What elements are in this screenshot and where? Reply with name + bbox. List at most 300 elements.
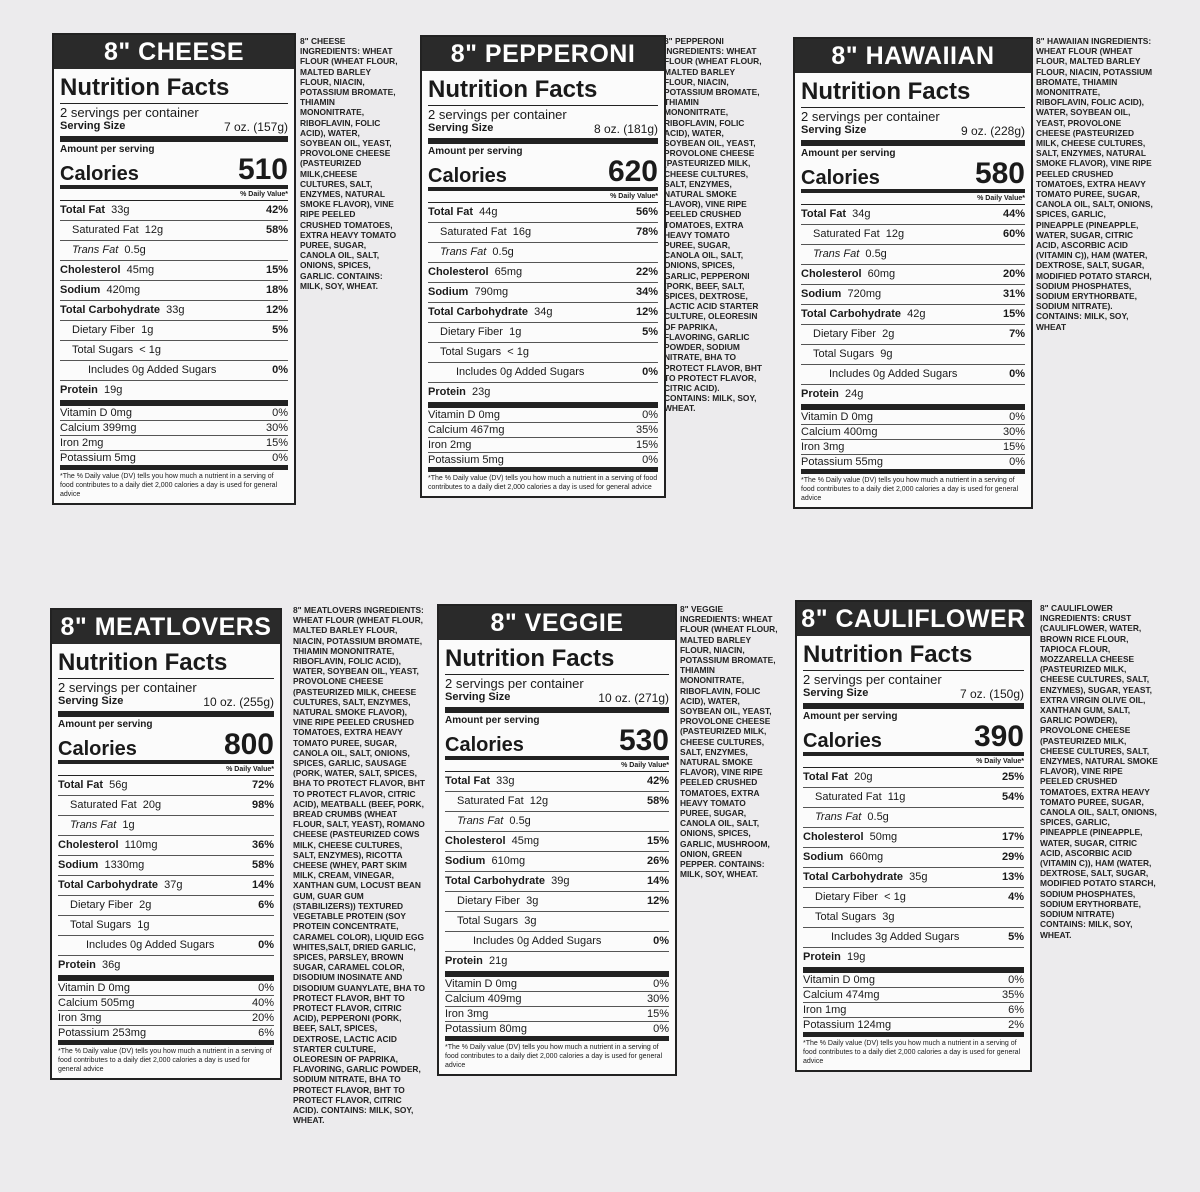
total-fat-row-label (801, 205, 871, 224)
iron-row-amount: 3mg (823, 441, 845, 453)
sugars-row-name: Total Sugars (440, 346, 502, 358)
cholesterol-row-label (60, 261, 154, 280)
added-sugars-row-name: Includes 0g Added Sugars (829, 368, 958, 380)
vitamin-d-row-label (803, 973, 875, 987)
cholesterol-row-dv: 36% (251, 839, 274, 851)
serving-size-label: Serving Size (58, 695, 124, 707)
iron-row-name: Iron (803, 1004, 822, 1016)
potassium-row-name: Potassium (428, 454, 480, 466)
trans-fat-row (803, 808, 1024, 828)
carbohydrate-row-name: Total Carbohydrate (803, 871, 904, 883)
cholesterol-row-dv: 15% (646, 835, 669, 847)
saturated-fat-row-amount: 12g (529, 795, 549, 807)
added-sugars-row-dv: 0% (258, 939, 274, 951)
protein-row-name: Protein (445, 955, 483, 967)
iron-row-name: Iron (428, 439, 447, 451)
sodium-row-amount: 420mg (106, 284, 141, 296)
sodium-row (58, 856, 274, 876)
serving-size-label: Serving Size (445, 691, 511, 703)
cholesterol-row (58, 836, 274, 856)
cholesterol-row (445, 832, 669, 852)
fiber-row-dv: 6% (258, 899, 274, 911)
carbohydrate-row-label (58, 876, 183, 895)
saturated-fat-row-label (70, 796, 161, 815)
vitamin-d-row (58, 981, 274, 996)
vitamin-d-row-amount: 0mg (108, 982, 130, 994)
calcium-row-label (801, 425, 877, 439)
fiber-row-label (70, 896, 151, 915)
carbohydrate-row (803, 868, 1024, 888)
saturated-fat-row-dv: 58% (646, 795, 669, 807)
calcium-row (801, 425, 1025, 440)
calories-value: 530 (618, 724, 669, 757)
sodium-row (60, 281, 288, 301)
sodium-row (445, 852, 669, 872)
added-sugars-row-dv: 0% (642, 366, 658, 378)
serving-size-value: 10 oz. (255g) (203, 695, 274, 709)
total-fat-row-amount: 34g (852, 208, 871, 220)
protein-row-label (801, 385, 863, 404)
fiber-row-dv: 5% (272, 324, 288, 336)
pizza-title: 8" PEPPERONI (422, 37, 664, 71)
saturated-fat-row-label (815, 788, 905, 807)
cholesterol-row-dv: 22% (635, 266, 658, 278)
saturated-fat-row-dv: 98% (251, 799, 274, 811)
trans-fat-row-name: Trans Fat (457, 815, 504, 827)
serving-size-value: 9 oz. (228g) (960, 124, 1025, 138)
calories-value: 620 (607, 155, 658, 188)
potassium-row-name: Potassium (60, 452, 112, 464)
carbohydrate-row-amount: 35g (909, 871, 928, 883)
protein-row (801, 385, 1025, 410)
ingredients-text: 8" MEATLOVERS INGREDIENTS: WHEAT FLOUR (WHEAT FLOUR, MALTED BARLEY FLOUR, NIACIN, POTASSIUM BROMATE, THIAMIN MONONITRATE, RIBOFLAVIN, FOLIC ACID), WATER, SOYBEAN OIL, YEAST, PROVOLONE CHEESE (PASTEURIZED MILK, CHEESE CULTURES, SALT, ENZYMES, NATURAL SMOKE FLAVOR), VINE RIPE PEELED CRUSHED TOMATOES, EXTRA HEAVY TOMATO PUREE, SUGAR, CANOLA OIL, SALT, ONIONS, SPICES, GARLIC, SAUSAGE (PORK, WATER, SALT, SPICES, BHA TO PROTECT FLAVOR, BHT TO PROTECT FLAVOR, CITRIC ACID), MEATBALL (BEEF, PORK, BREAD CRUMBS (WHEAT FLOUR, SALT, YEAST), ROMANO CHEESE (PASTEURIZED COWS MILK, CHEESE CULTURES, SALT, ENZYMES), RICOTTA CHEESE (WHEY, PART SKIM MILK, CREAM, VINEGAR, XANTHAN GUM, LOCUST BEAN GUM, GUAR GUM (STABILIZERS)) TEXTURED VEGETABLE PROTEIN (SOY PROTEIN CONCENTRATE, CARAMEL COLOR), LIQUID EGG WHITES,SALT, DRIED GARLIC, SPICES, PARSLEY, BROWN SUGAR, CARAMEL COLOR, DISODIUM INOSINATE AND DISODIUM GUANYLATE, BHA TO PROTECT FLAVOR, BHT TO PROTECT FLAVOR, CITRIC ACID), PEPPERONI (PORK, BEEF, SALT, SPICES, DEXTROSE, LACTIC ACID STARTER CULTURE, OLEORESIN OF PAPRIKA, FLAVORING, GARLIC POWDER, SODIUM NITRATE, BHA TO PROTECT FLAVOR, BHT TO PROTECT FLAVOR, CITRIC ACID). CONTAINS: MILK, SOY, WHEAT. (293, 605, 425, 1126)
nutrition-facts-title: Nutrition Facts (58, 649, 228, 676)
daily-value-footnote: *The % Daily value (DV) tells you how much a nutrient in a serving of food contributes to a daily diet 2,000 calories a day is used for general advice (58, 1048, 272, 1073)
cholesterol-row-name: Cholesterol (58, 839, 119, 851)
sodium-row (428, 283, 658, 303)
saturated-fat-row-label (440, 223, 531, 242)
ingredients-text: 8" VEGGIE INGREDIENTS: WHEAT FLOUR (WHEAT FLOUR, MALTED BARLEY FLOUR, NIACIN, POTASSIUM BROMATE, THIAMIN MONONITRATE, RIBOFLAVIN, FOLIC ACID), WATER, SOYBEAN OIL, YEAST, PROVOLONE CHEESE (PASTEURIZED MILK, CHEESE CULTURES, SALT, ENZYMES, NATURAL SMOKE FLAVOR), VINE RIPE PEELED CRUSHED TOMATOES, EXTRA HEAVY TOMATO PUREE, SUGAR, CANOLA OIL, SALT, ONIONS, SPICES, GARLIC, MUSHROOM, ONION, GREEN PEPPER. CONTAINS: MILK, SOY, WHEAT. (680, 604, 778, 880)
saturated-fat-row (428, 223, 658, 243)
nutrition-facts-title: Nutrition Facts (60, 74, 230, 101)
potassium-row-label (58, 1026, 146, 1040)
sodium-row-amount: 720mg (847, 288, 882, 300)
fiber-row-label (440, 323, 521, 342)
cholesterol-row-amount: 45mg (511, 835, 540, 847)
fiber-row-amount: 1g (509, 326, 522, 338)
serving-size-row (801, 124, 1025, 146)
sugars-row-name: Total Sugars (813, 348, 875, 360)
carbohydrate-row-amount: 34g (534, 306, 553, 318)
potassium-row-amount: 55mg (855, 456, 883, 468)
trans-fat-row-amount: 0.5g (865, 248, 887, 260)
calcium-row-dv: 40% (251, 997, 274, 1009)
fiber-row-name: Dietary Fiber (815, 891, 878, 903)
fiber-row (60, 321, 288, 341)
fiber-row-name: Dietary Fiber (72, 324, 135, 336)
carbohydrate-row-label (428, 303, 553, 322)
calcium-row-dv: 30% (646, 993, 669, 1005)
iron-row-dv: 15% (635, 439, 658, 451)
protein-row (428, 383, 658, 408)
fiber-row-label (815, 888, 906, 907)
total-fat-row-name: Total Fat (60, 204, 106, 216)
fiber-row-label (813, 325, 894, 344)
trans-fat-row (58, 816, 274, 836)
trans-fat-row-label (457, 812, 531, 831)
vitamin-d-row-name: Vitamin D (445, 978, 493, 990)
potassium-row-label (803, 1018, 891, 1032)
added-sugars-row-dv: 0% (272, 364, 288, 376)
added-sugars-row (58, 936, 274, 956)
total-fat-row-dv: 42% (646, 775, 669, 787)
saturated-fat-row-dv: 54% (1001, 791, 1024, 803)
protein-row-name: Protein (58, 959, 96, 971)
nutrition-panel (420, 35, 666, 498)
carbohydrate-row-amount: 33g (166, 304, 185, 316)
vitamin-d-row-amount: 0mg (853, 974, 875, 986)
vitamin-d-row-dv: 0% (1009, 411, 1025, 423)
added-sugars-row (428, 363, 658, 383)
sugars-row-amount: < 1g (139, 344, 161, 356)
vitamin-d-row (428, 408, 658, 423)
trans-fat-row-name: Trans Fat (72, 244, 119, 256)
serving-size-row (428, 122, 658, 144)
total-fat-row (445, 772, 669, 792)
sodium-row-name: Sodium (803, 851, 844, 863)
trans-fat-row-name: Trans Fat (70, 819, 117, 831)
iron-row (60, 436, 288, 451)
protein-row-amount: 24g (845, 388, 864, 400)
potassium-row-dv: 0% (642, 454, 658, 466)
serving-size-row (60, 120, 288, 142)
trans-fat-row (801, 245, 1025, 265)
iron-row (445, 1007, 669, 1022)
sugars-row-amount: 3g (524, 915, 537, 927)
calcium-row-amount: 399mg (102, 422, 137, 434)
saturated-fat-row (803, 788, 1024, 808)
calcium-row-label (58, 996, 134, 1010)
added-sugars-row-name: Includes 0g Added Sugars (86, 939, 215, 951)
carbohydrate-row-label (803, 868, 928, 887)
total-fat-row-label (60, 201, 130, 220)
amount-per-serving: Amount per serving (60, 144, 155, 155)
daily-value-footnote: *The % Daily value (DV) tells you how much a nutrient in a serving of food contributes to a daily diet 2,000 calories a day is used for general advice (445, 1044, 663, 1069)
fiber-row-amount: 1g (141, 324, 154, 336)
carbohydrate-row-label (801, 305, 926, 324)
ingredients-text: 8" CHEESE INGREDIENTS: WHEAT FLOUR (WHEAT FLOUR, MALTED BARLEY FLOUR, NIACIN, POTASSIUM BROMATE, THIAMIN MONONITRATE, RIBOFLAVIN, FOLIC ACID), WATER, SOYBEAN OIL, YEAST, PROVOLONE CHEESE (PASTEURIZED MILK,CHEESE CULTURES, SALT, ENZYMES, NATURAL SMOKE FLAVOR), VINE RIPE PEELED CRUSHED TOMATOES, EXTRA HEAVY TOMATO PUREE, SUGAR, CANOLA OIL, SALT, ONIONS, SPICES, GARLIC. CONTAINS: MILK, SOY, WHEAT. (300, 36, 398, 291)
protein-row-name: Protein (801, 388, 839, 400)
calories-row (803, 722, 1024, 756)
nutrition-facts (58, 648, 274, 1045)
sugars-row (801, 345, 1025, 365)
servings-per-container: 2 servings per container (803, 670, 1024, 687)
ingredients-text: 8" CAULIFLOWER INGREDIENTS: CRUST (CAULIFLOWER, WATER, BROWN RICE FLOUR, TAPIOCA FLOUR, MOZZARELLA CHEESE (PASTEURIZED MILK, CHEESE CULTURES, SALT, ENZYMES), SUGAR, YEAST, EXTRA VIRGIN OLIVE OIL, XANTHAN GUM, SALT, GARLIC POWDER), PROVOLONE CHEESE (PASTEURIZED MILK, CHEESE CULTURES, SALT, ENZYMES, NATURAL SMOKE FLAVOR), VINE RIPE PEELED CRUSHED TOMATOES, EXTRA HEAVY TOMATO PUREE, SUGAR, CANOLA OIL, SALT, ONIONS, SPICES, GARLIC, PINEAPPLE (PINEAPPLE, WATER, SUGAR, CITRIC ACID, ASCORBIC ACID (VITAMIN C)), HAM (WATER, DEXTROSE, SALT, SUGAR, MODIFIED POTATO STARCH, SODIUM PHOSPHATES, SODIUM ERYTHORBATE, SODIUM NITRATE) CONTAINS: MILK, SOY, WHEAT. (1040, 603, 1158, 940)
daily-value-header: % Daily Value* (801, 193, 1025, 205)
protein-row-amount: 19g (847, 951, 866, 963)
vitamin-d-row-amount: 0mg (110, 407, 132, 419)
nutrition-facts (801, 77, 1025, 474)
carbohydrate-row-dv: 14% (646, 875, 669, 887)
saturated-fat-row-amount: 20g (142, 799, 162, 811)
cholesterol-row (60, 261, 288, 281)
total-fat-row-label (428, 203, 498, 222)
sugars-row-name: Total Sugars (815, 911, 877, 923)
serving-size-label: Serving Size (803, 687, 869, 699)
iron-row-label (801, 440, 844, 454)
sugars-row (60, 341, 288, 361)
protein-row-label (428, 383, 490, 402)
sodium-row-label (58, 856, 144, 875)
carbohydrate-row-dv: 13% (1001, 871, 1024, 883)
iron-row-name: Iron (445, 1008, 464, 1020)
daily-value-footnote: *The % Daily value (DV) tells you how much a nutrient in a serving of food contributes to a daily diet 2,000 calories a day is used for general advice (803, 1040, 1021, 1065)
carbohydrate-row-name: Total Carbohydrate (58, 879, 159, 891)
vitamin-d-row-name: Vitamin D (58, 982, 106, 994)
carbohydrate-row (445, 872, 669, 892)
total-fat-row (60, 201, 288, 221)
calcium-row (58, 996, 274, 1011)
total-fat-row-name: Total Fat (428, 206, 474, 218)
total-fat-row-amount: 56g (109, 779, 128, 791)
calories-label: Calories (428, 165, 507, 187)
trans-fat-row (428, 243, 658, 263)
fiber-row-amount: 2g (882, 328, 895, 340)
pizza-title: 8" VEGGIE (439, 606, 675, 640)
sodium-row-dv: 34% (635, 286, 658, 298)
sodium-row-dv: 26% (646, 855, 669, 867)
saturated-fat-row (445, 792, 669, 812)
amount-per-serving: Amount per serving (428, 146, 523, 157)
total-fat-row-dv: 25% (1001, 771, 1024, 783)
iron-row-name: Iron (801, 441, 820, 453)
vitamin-d-row-name: Vitamin D (803, 974, 851, 986)
total-fat-row-dv: 56% (635, 206, 658, 218)
potassium-row-label (60, 451, 136, 465)
iron-row-name: Iron (58, 1012, 77, 1024)
vitamin-d-row-label (58, 981, 130, 995)
serving-size-value: 7 oz. (157g) (223, 120, 288, 134)
iron-row-amount: 2mg (450, 439, 472, 451)
calcium-row-name: Calcium (60, 422, 100, 434)
saturated-fat-row-name: Saturated Fat (815, 791, 882, 803)
trans-fat-row-label (440, 243, 514, 262)
potassium-row-label (445, 1022, 527, 1036)
cholesterol-row-name: Cholesterol (445, 835, 506, 847)
calories-row (60, 155, 288, 189)
calcium-row-name: Calcium (803, 989, 843, 1001)
vitamin-d-row (803, 973, 1024, 988)
potassium-row (60, 451, 288, 469)
trans-fat-row-label (813, 245, 887, 264)
cholesterol-row-amount: 60mg (867, 268, 896, 280)
potassium-row-amount: 5mg (114, 452, 136, 464)
cholesterol-row (428, 263, 658, 283)
added-sugars-row-label (831, 928, 959, 947)
iron-row-amount: 1mg (825, 1004, 847, 1016)
sodium-row-label (428, 283, 508, 302)
total-fat-row-amount: 20g (854, 771, 873, 783)
sugars-row-label (440, 343, 529, 362)
calcium-row-label (60, 421, 136, 435)
potassium-row-amount: 253mg (112, 1027, 147, 1039)
sugars-row (58, 916, 274, 936)
potassium-row-name: Potassium (445, 1023, 497, 1035)
sugars-row-label (72, 341, 161, 360)
vitamin-d-row-dv: 0% (258, 982, 274, 994)
nutrition-facts-title: Nutrition Facts (428, 76, 598, 103)
daily-value-header: % Daily Value* (445, 760, 669, 772)
pizza-title: 8" CAULIFLOWER (797, 602, 1030, 636)
trans-fat-row-name: Trans Fat (440, 246, 487, 258)
fiber-row-dv: 12% (646, 895, 669, 907)
saturated-fat-row-name: Saturated Fat (440, 226, 507, 238)
amount-per-serving: Amount per serving (445, 715, 540, 726)
calcium-row-dv: 30% (1002, 426, 1025, 438)
cholesterol-row-name: Cholesterol (801, 268, 862, 280)
pizza-title: 8" CHEESE (54, 35, 294, 69)
saturated-fat-row-label (72, 221, 163, 240)
iron-row (801, 440, 1025, 455)
cholesterol-row-name: Cholesterol (803, 831, 864, 843)
saturated-fat-row-name: Saturated Fat (70, 799, 137, 811)
added-sugars-row-name: Includes 0g Added Sugars (473, 935, 602, 947)
fiber-row-amount: < 1g (884, 891, 906, 903)
saturated-fat-row-label (457, 792, 548, 811)
vitamin-d-row-label (445, 977, 517, 991)
fiber-row-name: Dietary Fiber (457, 895, 520, 907)
total-fat-row-amount: 33g (111, 204, 130, 216)
carbohydrate-row-dv: 14% (251, 879, 274, 891)
iron-row-dv: 15% (1002, 441, 1025, 453)
calcium-row-label (803, 988, 879, 1002)
total-fat-row-dv: 42% (265, 204, 288, 216)
trans-fat-row-amount: 0.5g (867, 811, 889, 823)
cholesterol-row-amount: 65mg (494, 266, 523, 278)
saturated-fat-row-label (813, 225, 904, 244)
saturated-fat-row-name: Saturated Fat (457, 795, 524, 807)
potassium-row-amount: 124mg (857, 1019, 892, 1031)
cholesterol-row (803, 828, 1024, 848)
saturated-fat-row-amount: 12g (144, 224, 164, 236)
total-fat-row-amount: 33g (496, 775, 515, 787)
added-sugars-row (445, 932, 669, 952)
total-fat-row-name: Total Fat (801, 208, 847, 220)
carbohydrate-row (428, 303, 658, 323)
saturated-fat-row-dv: 60% (1002, 228, 1025, 240)
protein-row (58, 956, 274, 981)
potassium-row-label (428, 453, 504, 467)
servings-per-container: 2 servings per container (445, 674, 669, 691)
trans-fat-row-label (815, 808, 889, 827)
protein-row-label (803, 948, 865, 967)
calcium-row-name: Calcium (801, 426, 841, 438)
iron-row-amount: 3mg (467, 1008, 489, 1020)
iron-row-dv: 15% (646, 1008, 669, 1020)
added-sugars-row-label (86, 936, 214, 955)
servings-per-container: 2 servings per container (60, 103, 288, 120)
added-sugars-row-name: Includes 3g Added Sugars (831, 931, 960, 943)
vitamin-d-row-label (801, 410, 873, 424)
total-fat-row-amount: 44g (479, 206, 498, 218)
vitamin-d-row-amount: 0mg (851, 411, 873, 423)
total-fat-row-label (445, 772, 515, 791)
cholesterol-row-label (445, 832, 539, 851)
fiber-row-dv: 7% (1009, 328, 1025, 340)
ingredients-text: 8" HAWAIIAN INGREDIENTS: WHEAT FLOUR (WHEAT FLOUR, MALTED BARLEY FLOUR, NIACIN, POTASSIUM BROMATE, THIAMIN MONONITRATE, RIBOFLAVIN, FOLIC ACID), WATER, SOYBEAN OIL, YEAST, PROVOLONE CHEESE (PASTEURIZED MILK, CHEESE CULTURES, SALT, ENZYMES, NATURAL SMOKE FLAVOR), VINE RIPE PEELED CRUSHED TOMATOES, EXTRA HEAVY TOMATO PUREE, SUGAR, CANOLA OIL, SALT, ONIONS, SPICES, GARLIC, PINEAPPLE (PINEAPPLE, WATER, SUGAR, CITRIC ACID, ASCORBIC ACID (VITAMIN C)), HAM (WATER, DEXTROSE, SALT, SUGAR, MODIFIED POTATO STARCH, SODIUM PHOSPHATES, SODIUM ERYTHORBATE, SODIUM NITRATE). CONTAINS: MILK, SOY, WHEAT (1036, 36, 1153, 332)
servings-per-container: 2 servings per container (801, 107, 1025, 124)
vitamin-d-row-label (60, 406, 132, 420)
carbohydrate-row-label (60, 301, 185, 320)
calories-row (801, 159, 1025, 193)
sugars-row (445, 912, 669, 932)
fiber-row-label (457, 892, 538, 911)
calcium-row-dv: 30% (265, 422, 288, 434)
vitamin-d-row-dv: 0% (272, 407, 288, 419)
sodium-row-label (801, 285, 881, 304)
trans-fat-row-amount: 0.5g (492, 246, 514, 258)
protein-row-label (58, 956, 120, 975)
calories-label: Calories (801, 167, 880, 189)
potassium-row-dv: 6% (258, 1027, 274, 1039)
carbohydrate-row (60, 301, 288, 321)
sugars-row-name: Total Sugars (457, 915, 519, 927)
vitamin-d-row (445, 977, 669, 992)
saturated-fat-row-dv: 58% (265, 224, 288, 236)
sugars-row-label (815, 908, 895, 927)
calcium-row (60, 421, 288, 436)
trans-fat-row-label (72, 241, 146, 260)
iron-row-dv: 15% (265, 437, 288, 449)
iron-row-dv: 20% (251, 1012, 274, 1024)
nutrition-facts (60, 73, 288, 470)
sugars-row (428, 343, 658, 363)
potassium-row-amount: 5mg (482, 454, 504, 466)
trans-fat-row-amount: 0.5g (509, 815, 531, 827)
cholesterol-row-amount: 50mg (869, 831, 898, 843)
amount-per-serving: Amount per serving (801, 148, 896, 159)
protein-row (60, 381, 288, 406)
nutrition-panel (50, 608, 282, 1080)
daily-value-footnote: *The % Daily value (DV) tells you how much a nutrient in a serving of food contributes to a daily diet 2,000 calories a day is used for general advice (60, 473, 278, 498)
sugars-row-amount: 3g (882, 911, 895, 923)
iron-row-label (58, 1011, 101, 1025)
sugars-row-amount: 1g (137, 919, 150, 931)
vitamin-d-row-name: Vitamin D (60, 407, 108, 419)
calories-row (445, 726, 669, 760)
serving-size-row (58, 695, 274, 717)
daily-value-footnote: *The % Daily value (DV) tells you how much a nutrient in a serving of food contributes to a daily diet 2,000 calories a day is used for general advice (801, 477, 1019, 502)
sodium-row-dv: 29% (1001, 851, 1024, 863)
trans-fat-row-name: Trans Fat (813, 248, 860, 260)
iron-row-label (445, 1007, 488, 1021)
serving-size-value: 7 oz. (150g) (959, 687, 1024, 701)
protein-row-name: Protein (803, 951, 841, 963)
calcium-row-amount: 474mg (845, 989, 880, 1001)
calories-label: Calories (803, 730, 882, 752)
potassium-row-name: Potassium (801, 456, 853, 468)
protein-row (445, 952, 669, 977)
added-sugars-row (801, 365, 1025, 385)
iron-row-amount: 3mg (80, 1012, 102, 1024)
total-fat-row-name: Total Fat (58, 779, 104, 791)
daily-value-header: % Daily Value* (60, 189, 288, 201)
iron-row-label (803, 1003, 846, 1017)
amount-per-serving: Amount per serving (58, 719, 153, 730)
saturated-fat-row-amount: 12g (885, 228, 905, 240)
total-fat-row-name: Total Fat (445, 775, 491, 787)
sodium-row-name: Sodium (428, 286, 469, 298)
